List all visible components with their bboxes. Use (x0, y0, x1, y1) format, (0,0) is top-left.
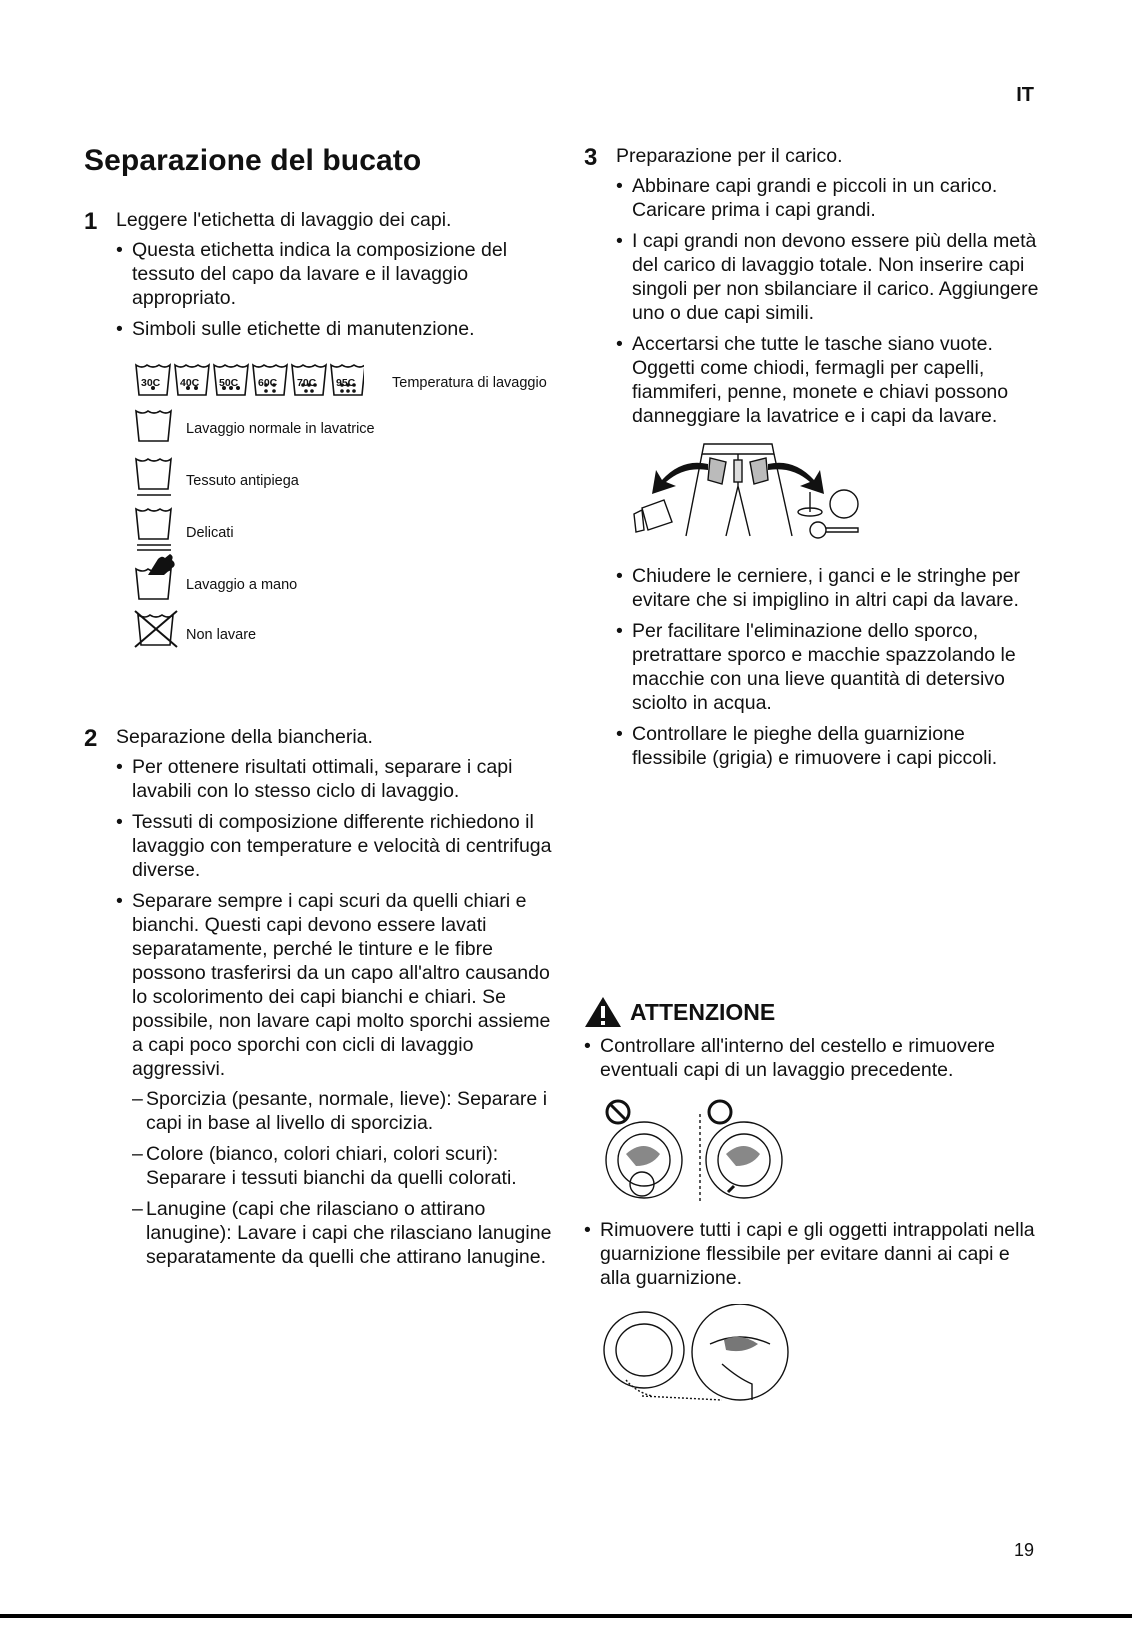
bottom-rule (0, 1614, 1132, 1618)
step-number: 2 (84, 725, 98, 752)
list-item: • Simboli sulle etichette di manutenzione. (116, 317, 554, 341)
temperature-label: Temperatura di lavaggio (392, 375, 547, 391)
step-number: 3 (584, 144, 598, 171)
do-not-wash-icon (134, 609, 178, 649)
list-item: • Per facilitare l'eliminazione dello sporco, pretrattare sporco e macchie spazzolando le macchie con una lieve quantità di detersivo sciolto in acqua. (616, 619, 1044, 715)
list-item: • Rimuovere tutti i capi e gli oggetti intrappolati nella guarnizione flessibile per evitare danni ai capi e alla guarnizione. (584, 1218, 1044, 1290)
list-item: • Tessuti di composizione differente richiedono il lavaggio con temperature e velocità di centrifuga diverse. (116, 810, 554, 882)
language-code: IT (1016, 84, 1034, 106)
do-not-wash-label: Non lavare (186, 627, 257, 643)
step-title: Leggere l'etichetta di lavaggio dei capi. (116, 209, 452, 231)
step-title: Preparazione per il carico. (616, 145, 843, 167)
step-number: 1 (84, 208, 98, 235)
delicate-icon (134, 503, 174, 553)
delicate-label: Delicati (186, 525, 234, 541)
page-number: 19 (1013, 1540, 1034, 1560)
list-item: • Controllare le pieghe della guarnizione flessibile (grigia) e rimuovere i capi piccoli. (616, 722, 1044, 770)
temperature-value: 50C (219, 377, 239, 389)
step-title: Separazione della biancheria. (116, 726, 373, 748)
temperature-symbols (134, 359, 364, 399)
bullet-list (116, 755, 554, 1269)
step-2 (84, 725, 554, 1269)
list-item: • Questa etichetta indica la composizione del tessuto del capo da lavare e il lavaggio appropriato. (116, 238, 554, 310)
empty-pockets-illustration (622, 440, 862, 550)
section-title: Separazione del bucato (84, 144, 422, 177)
step-1 (84, 208, 554, 659)
step-3 (584, 144, 1044, 770)
temperature-value: 40C (180, 377, 200, 389)
attention-title: ATTENZIONE (630, 999, 776, 1025)
list-item: • Controllare all'interno del cestello e rimuovere eventuali capi di un lavaggio precedente. (584, 1034, 1044, 1082)
normal-wash-label: Lavaggio normale in lavatrice (186, 421, 375, 437)
normal-wash-icon (134, 405, 174, 445)
bullet-list (616, 174, 1044, 428)
temperature-value: 70C (297, 377, 317, 389)
sub-list-item: – Sporcizia (pesante, normale, lieve): Separare i capi in base al livello di sporcizia. (132, 1087, 554, 1135)
list-item: • I capi grandi non devono essere più della metà del carico di lavaggio totale. Non inserire capi singoli per non sbilanciare il carico. Aggiungere uno o due capi simili. (616, 229, 1044, 325)
bullet-list (116, 238, 554, 341)
temperature-value: 60C (258, 377, 278, 389)
attention-box (584, 996, 1044, 1404)
warning-icon (584, 996, 622, 1028)
list-item: • Accertarsi che tutte le tasche siano vuote. Oggetti come chiodi, fermagli per capelli, fiammiferi, penne, monete e chiavi possono danneggiare la lavatrice e i capi da lavare. (616, 332, 1044, 428)
list-item: • Chiudere le cerniere, i ganci e le stringhe per evitare che si impiglino in altri capi da lavare. (616, 564, 1044, 612)
bullet-list (584, 1218, 1044, 1290)
temperature-value: 30C (141, 377, 161, 389)
hand-wash-label: Lavaggio a mano (186, 577, 298, 593)
drum-check-illustration (602, 1094, 802, 1204)
permanent-press-label: Tessuto antipiega (186, 473, 299, 489)
bullet-list (616, 564, 1044, 770)
hand-wash-icon (134, 553, 178, 603)
list-item-text: Separare sempre i capi scuri da quelli chiari e bianchi. Questi capi devono essere lavati separatamente, perché le tinture e le fibre possono trasferirsi da un capo all'altro causando lo scolorimento dei capi bianchi e chiari. Se possibile, non lavare capi molto sporchi assieme a capi poco sporchi con cicli di lavaggio aggressivi. (132, 890, 551, 1080)
right-column (584, 144, 1044, 1404)
list-item: • Abbinare capi grandi e piccoli in un carico. Caricare prima i capi grandi. (616, 174, 1044, 222)
gasket-check-illustration (602, 1304, 802, 1404)
list-item (116, 889, 554, 1269)
sub-list (132, 1087, 554, 1269)
temperature-tub-icons (134, 359, 364, 399)
permanent-press-icon (134, 453, 174, 499)
bullet-list (584, 1034, 1044, 1082)
left-column (84, 144, 554, 1276)
sub-list-item: – Lanugine (capi che rilasciano o attirano lanugine): Lavare i capi che rilasciano lanugine separatamente da quelli che attirano lanugine. (132, 1197, 554, 1269)
attention-heading (584, 996, 1044, 1028)
temperature-value: 95C (336, 377, 356, 389)
sub-list-item: – Colore (bianco, colori chiari, colori scuri): Separare i tessuti bianchi da quelli colorati. (132, 1142, 554, 1190)
list-item: • Per ottenere risultati ottimali, separare i capi lavabili con lo stesso ciclo di lavaggio. (116, 755, 554, 803)
care-symbols (134, 359, 554, 659)
